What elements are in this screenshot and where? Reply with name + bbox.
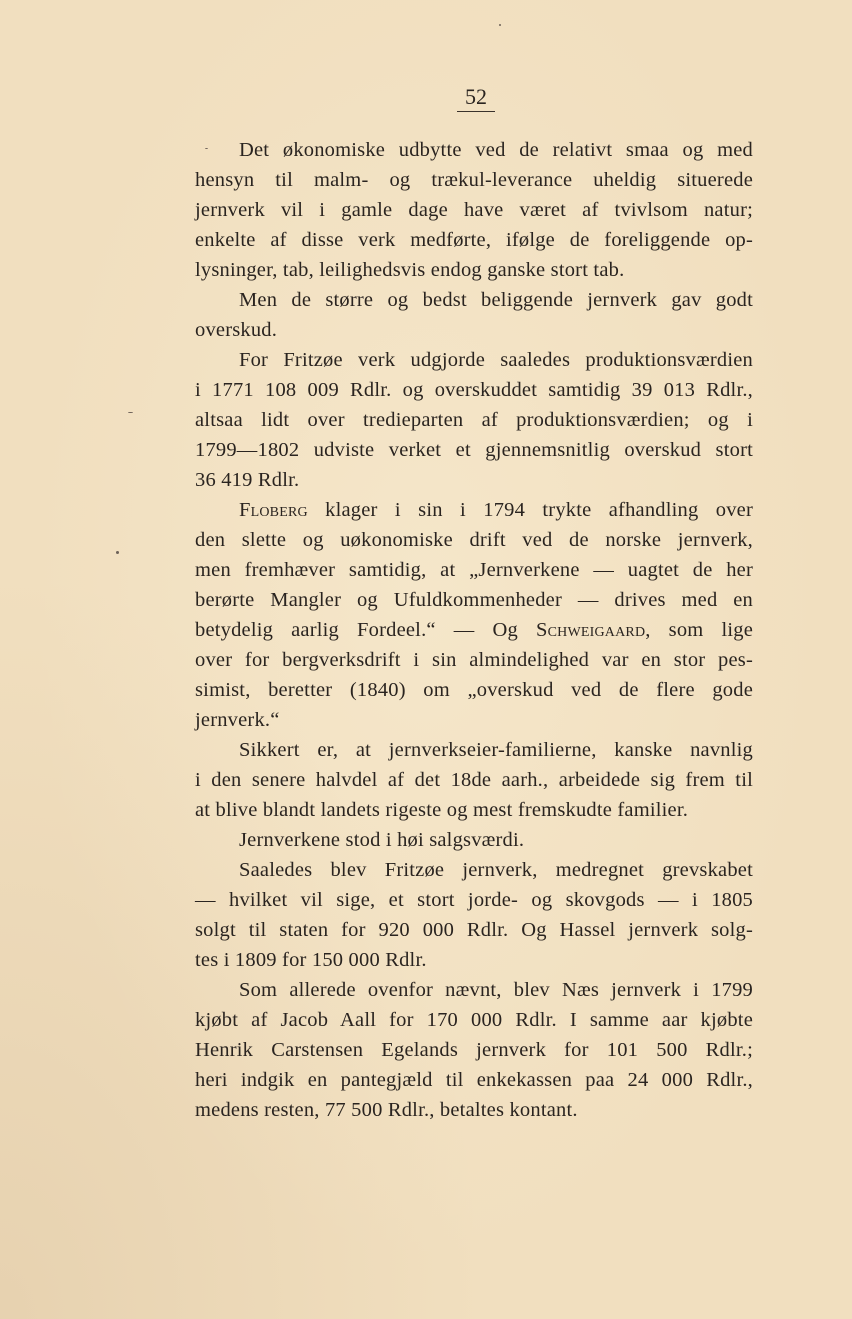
- stray-mark: [205, 148, 208, 149]
- text-line: jernverk.“: [195, 709, 280, 731]
- text-line: solgt til staten for 920 000 Rdlr. Og Hassel jernverk solg-: [195, 919, 753, 941]
- text-body: [195, 135, 753, 1125]
- text-line: enkelte af disse verk medførte, ifølge de foreliggende op-: [195, 229, 753, 251]
- text-line: 36 419 Rdlr.: [195, 469, 300, 491]
- text-line: Saaledes blev Fritzøe jernverk, medregnet grevskabet: [239, 859, 753, 881]
- text-line: i 1771 108 009 Rdlr. og overskuddet samtidig 39 013 Rdlr.,: [195, 379, 753, 401]
- text-fragment: klager i sin i 1794 trykte afhandling over: [307, 499, 753, 521]
- text-line: Det økonomiske udbytte ved de relativt smaa og med: [239, 139, 753, 161]
- text-line: simist, beretter (1840) om „overskud ved de flere gode: [195, 679, 753, 701]
- paragraph-5: [195, 735, 753, 825]
- stray-mark: [128, 412, 133, 413]
- text-line: men fremhæver samtidig, at „Jernverkene — uagtet de her: [195, 559, 753, 581]
- paragraph-2: [195, 285, 753, 345]
- paragraph-1: [195, 135, 753, 285]
- stray-mark: [499, 24, 501, 26]
- text-line: over for bergverksdrift i sin almindelighed var en stor pes-: [195, 649, 753, 671]
- text-line: [195, 615, 753, 645]
- text-line: For Fritzøe verk udgjorde saaledes produktionsværdien: [239, 349, 753, 371]
- text-line: i den senere halvdel af det 18de aarh., arbeidede sig frem til: [195, 769, 753, 791]
- text-line: 1799—1802 udviste verket et gjennemsnitlig overskud stort: [195, 439, 753, 461]
- text-line: at blive blandt landets rigeste og mest fremskudte familier.: [195, 799, 689, 821]
- text-line: tes i 1809 for 150 000 Rdlr.: [195, 949, 427, 971]
- text-line: overskud.: [195, 319, 278, 341]
- text-line: altsaa lidt over tredieparten af produktionsværdien; og i: [195, 409, 753, 431]
- text-line: Sikkert er, at jernverkseier-familierne, kanske navnlig: [239, 739, 753, 761]
- text-fragment: , som lige: [645, 619, 754, 641]
- text-line: hensyn til malm- og trækul-leverance uheldig situerede: [195, 169, 753, 191]
- text-line: jernverk vil i gamle dage have været af tvivlsom natur;: [195, 199, 753, 221]
- paragraph-6: [195, 825, 753, 855]
- paragraph-8: [195, 975, 753, 1125]
- stray-mark: [116, 551, 119, 554]
- text-line: Jernverkene stod i høi salgsværdi.: [239, 829, 525, 851]
- paragraph-7: [195, 855, 753, 975]
- text-line: berørte Mangler og Ufuldkommenheder — drives med en: [195, 589, 753, 611]
- text-line: Men de større og bedst beliggende jernverk gav godt: [239, 289, 753, 311]
- text-line: medens resten, 77 500 Rdlr., betaltes kontant.: [195, 1099, 578, 1121]
- text-line: kjøbt af Jacob Aall for 170 000 Rdlr. I samme aar kjøbte: [195, 1009, 753, 1031]
- paragraph-3: [195, 345, 753, 495]
- text-line: [195, 495, 753, 525]
- text-line: heri indgik en pantegjæld til enkekassen paa 24 000 Rdlr.,: [195, 1069, 753, 1091]
- text-line: Henrik Carstensen Egelands jernverk for 101 500 Rdlr.;: [195, 1039, 753, 1061]
- text-line: lysninger, tab, leilighedsvis endog ganske stort tab.: [195, 259, 625, 281]
- text-line: Som allerede ovenfor nævnt, blev Næs jernverk i 1799: [239, 979, 753, 1001]
- page-number: 52: [0, 84, 852, 112]
- author-name-floberg: Floberg: [239, 499, 308, 521]
- paragraph-4: [195, 495, 753, 735]
- text-line: den slette og uøkonomiske drift ved de norske jernverk,: [195, 529, 753, 551]
- author-name-schweigaard: Schweigaard: [536, 619, 646, 641]
- text-fragment: betydelig aarlig Fordeel.“ — Og: [195, 619, 536, 641]
- text-line: — hvilket vil sige, et stort jorde- og skovgods — i 1805: [195, 889, 753, 911]
